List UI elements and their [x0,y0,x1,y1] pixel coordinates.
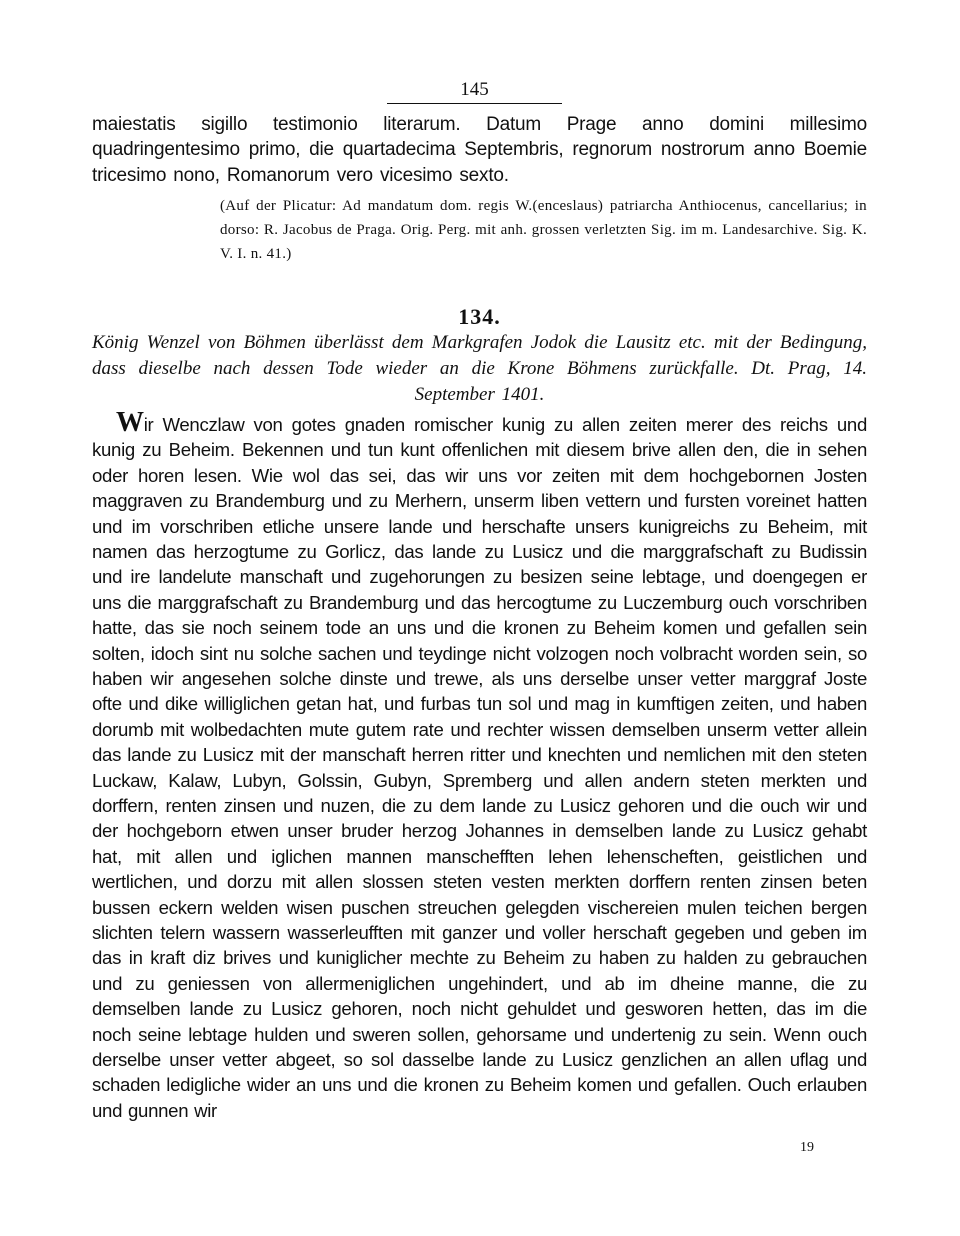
page-number: 145 [387,78,562,104]
continuation-paragraph: maiestatis sigillo testimonio literarum. Datum Prage anno domini millesimo quadringentesimo primo, die quartadecima Septembris, regnorum nostrorum anno Boemie tricesimo nono, Romanorum vero vicesimo sexto. [92,114,867,186]
document-body [92,406,867,1123]
initial-letter: W [116,406,144,438]
archival-note: (Auf der Plicatur: Ad mandatum dom. regis W.(enceslaus) patriarcha Anthiocenus, cancellarius; in dorso: R. Jacobus de Praga. Orig. Perg. mit anh. grossen verletzten Sig. im m. Landesarchive. Sig. K. V. I. n. 41.) [220,197,867,262]
document-number: 134. [458,303,501,329]
page-content [92,78,867,1123]
document-text: ir Wenczlaw von gotes gnaden romischer kunig zu allen zeiten merer des reichs und kunig zu Beheim. Bekennen und tun kunt offenlichen mit diesem brive allen den, die in sehen oder horen lesen. Wie wol das sei, das wir uns vor zeiten mit dem hochgebornen Josten maggraven zu Brandemburg und zu Merhern, unserm liben vettern und fursten voreinet hatten und im vorschriben etliche unsere lande und herschafte unsers kunigreichs zu Beheim, mit namen das herzogtume zu Gorlicz, das lande zu Lusicz und die marggrafschaft zu Budissin und ire landelute manschaft und zugehorungen zu besizen seine lebtage, und doengegen er uns die marggrafschaft zu Brandemburg und das hercogtume zu Luczemburg ouch vorschriben hatte, das sie noch seinem tode an uns und die kronen zu Beheim komen und gefallen sein solten, idoch sint nu solche sachen und teydinge nicht volzogen noch volbracht worden sein, so haben wir angesehen solche dinste und trewe, als uns derselbe unser vetter marggraf Joste ofte und dike williglichen getan hat, und furbas tun sol und mag in kumftigen zeiten, und haben dorumb mit wolbedachten mute gutem rate und rechter wissen demselben unserm vetter allein das lande zu Lusicz mit der manschaft herren ritter und knechten und nemlichen mit den steten Luckaw, Kalaw, Lubyn, Golssin, Gubyn, Spremberg und allen andern steten merkten und dorffern, renten zinsen und nuzen, die zu dem lande zu Lusicz gehoren und die ouch wir und der hochgeborn etwen unser bruder herzog Johannes in demselben lande zu Lusicz gehabt hat, mit allen und iglichen mannen manschefften lehen lehenscheften, geistlichen und wertlichen, und dorzu mit allen slossen steten vesten merkten dorffern renten zinsen beten bussen eckern welden wisen puschen streuchen gelegden vischereien mulen teichen bergen slichten telern wassern wasserleufften mit ganzer und voller herschaft gegeben und geben im das in kraft diz brives und kuniglicher mechte zu Beheim zu haben zu halden zu gebrauchen und zu geniessen von allermeniglichen ungehindert, und ab im dheine manne, die zu demselben lande zu Lusicz gehoren, noch nicht gehuldet und gesworen hetten, das im die noch seine lebtage hulden und sweren sollen, gehorsame und undertenig zu sein. Wenn ouch derselbe unser vetter abgeet, so sol dasselbe lande zu Lusicz genzlichen an allen uflag und schaden ledigliche wider an uns und die kronen zu Beheim komen und gefallen. Ouch erlauben und gunnen wir [92,413,867,1121]
document-regest: König Wenzel von Böhmen überlässt dem Markgrafen Jodok die Lausitz etc. mit der Bedingung, dass dieselbe nach dessen Tode wieder an die Krone Böhmens zurückfalle. Dt. Prag, 14. September 1401. [92,331,867,405]
signature-mark: 19 [800,1140,814,1155]
